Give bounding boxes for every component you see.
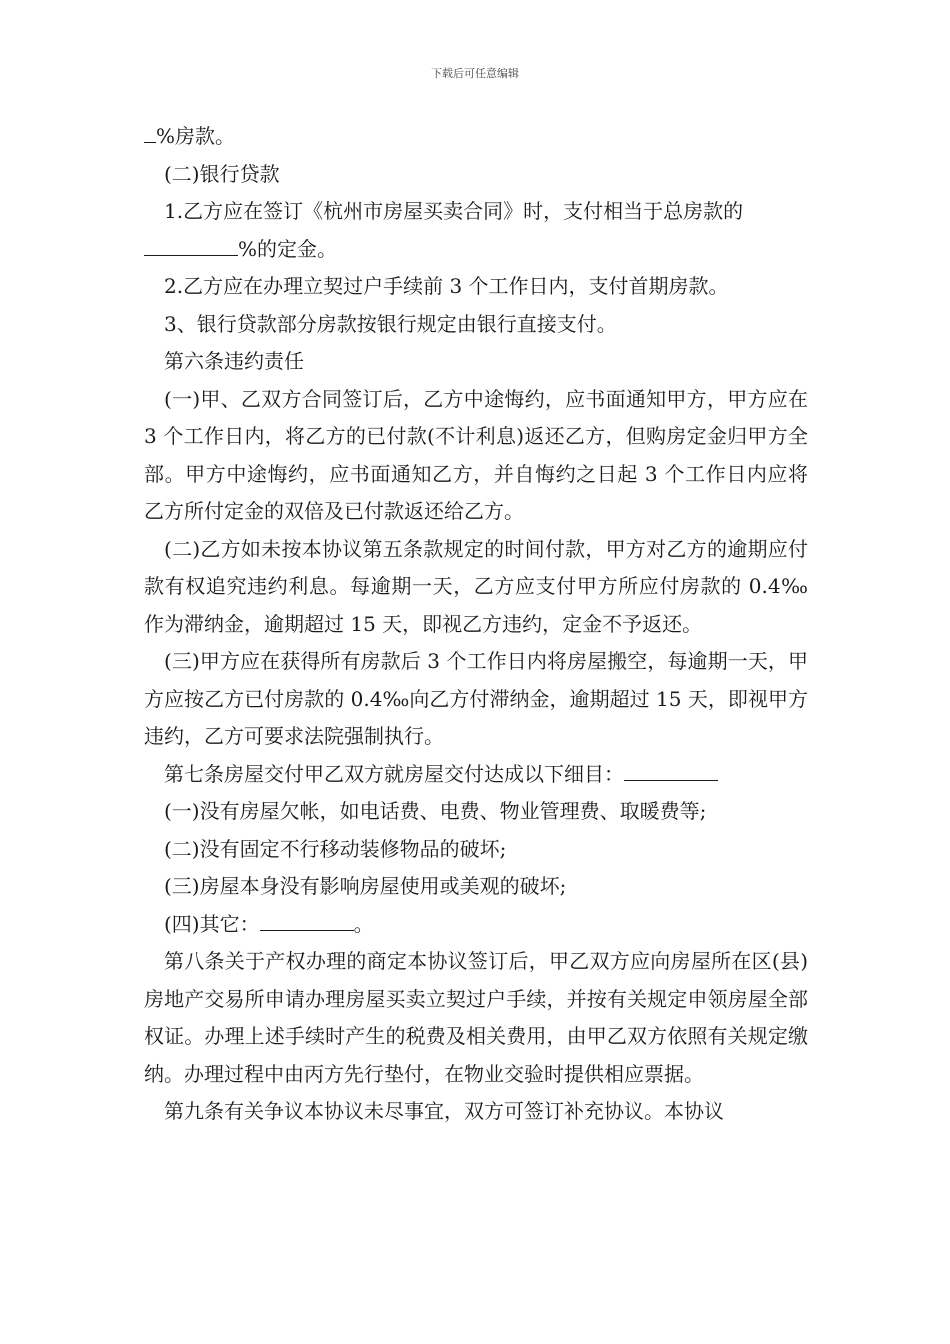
blank-line: [260, 906, 354, 931]
paragraph-loan-item-3: 3、银行贷款部分房款按银行规定由银行直接支付。: [164, 311, 617, 336]
paragraph-handover-1: (一)没有房屋欠帐，如电话费、电费、物业管理费、取暖费等;: [164, 799, 707, 823]
page-header: 下载后可任意编辑: [431, 67, 519, 80]
paragraph-breach-3: (三)甲方应在获得所有房款后 3 个工作日内将房屋搬空，每逾期一天，甲方应按乙方已付房款的 0.4‰向乙方付滞纳金，逾期超过 15 天，即视甲方违约，乙方可要求法院强制执行。: [144, 649, 808, 748]
blank-line: [624, 756, 718, 781]
paragraph-loan-item-1: 1.乙方应在签订《杭州市房屋买卖合同》时，支付相当于总房款的: [164, 199, 744, 223]
paragraph-breach-1: (一)甲、乙双方合同签订后，乙方中途悔约，应书面通知甲方，甲方应在 3 个工作日内，将乙方的已付款(不计利息)返还乙方，但购房定金归甲方全部。甲方中途悔约，应书面通知乙方，并自悔约之日起 3 个工作日内应将乙方所付定金的双倍及已付款返还给乙方。: [144, 386, 808, 523]
section-heading-article-6: 第六条违约责任: [164, 349, 304, 373]
document-body: [144, 118, 808, 1131]
paragraph-rate-continuation: %房款。: [144, 118, 808, 156]
paragraph-article-9: 第九条有关争议本协议未尽事宜，双方可签订补充协议。本协议: [164, 1099, 724, 1123]
paragraph-handover-3: (三)房屋本身没有影响房屋使用或美观的破坏;: [164, 874, 567, 898]
blank-line: [144, 231, 238, 256]
paragraph-handover-4: (四)其它： 。: [144, 906, 808, 944]
paragraph-article-7: 第七条房屋交付甲乙双方就房屋交付达成以下细目：: [144, 756, 808, 794]
paragraph-bank-loan-heading: (二)银行贷款: [164, 161, 280, 186]
paragraph-breach-2: (二)乙方如未按本协议第五条款规定的时间付款，甲方对乙方的逾期应付款有权追究违约利息。每逾期一天，乙方应支付甲方所应付房款的 0.4‰作为滞纳金，逾期超过 15 天，即视乙方违约，定金不予返还。: [144, 536, 808, 636]
blank-line: [144, 118, 156, 143]
paragraph-loan-item-2: 2.乙方应在办理立契过户手续前 3 个工作日内，支付首期房款。: [164, 274, 729, 298]
paragraph-handover-2: (二)没有固定不行移动装修物品的破坏;: [164, 836, 507, 861]
paragraph-article-8: 第八条关于产权办理的商定本协议签订后，甲乙双方应向房屋所在区(县)房地产交易所申请办理房屋买卖立契过户手续，并按有关规定申领房屋全部权证。办理上述手续时产生的税费及相关费用，由甲乙双方依照有关规定缴纳。办理过程中由丙方先行垫付，在物业交验时提供相应票据。: [144, 949, 808, 1086]
paragraph-loan-item-1-cont: %的定金。: [144, 231, 808, 269]
